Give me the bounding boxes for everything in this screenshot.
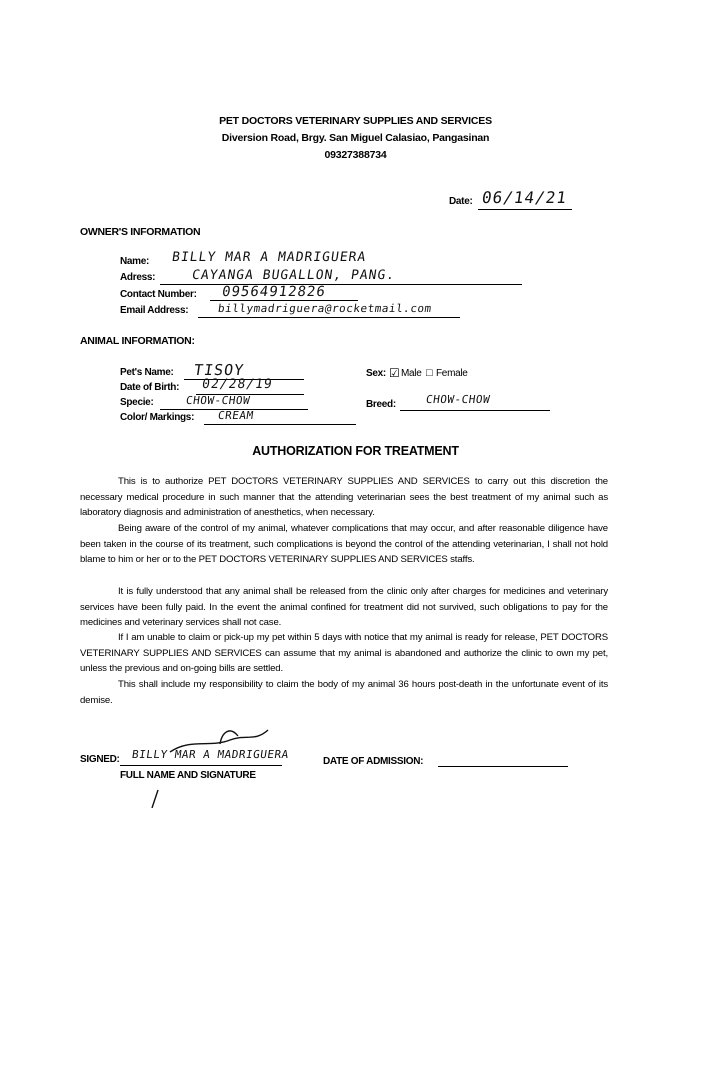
color-label: Color/ Markings: [120,412,195,423]
owner-email-label: Email Address: [120,305,189,316]
owner-name-value[interactable]: BILLY MAR A MADRIGUERA [170,250,368,265]
authorization-paragraph-1-text: This is to authorize PET DOCTORS VETERINARY SUPPLIES AND SERVICES to carry out this discretion the necessary medical procedure in such manner that the attending veterinarian sees the best treatment of my animal such as laboratory diagnosis and administration of anesthetics, when necessary. [80,476,608,518]
admission-line[interactable] [438,766,568,767]
dob-label: Date of Birth: [120,382,180,393]
owner-name-label: Name: [120,256,150,267]
female-checkbox-icon[interactable]: □ [426,367,433,379]
authorization-paragraph-1 [80,474,608,521]
owner-email-line [198,317,460,318]
sex-label: Sex: [366,368,386,379]
date-line [478,209,572,210]
pet-name-value[interactable]: TISOY [192,361,246,379]
animal-section-title: ANIMAL INFORMATION: [80,335,195,347]
color-value[interactable]: CREAM [217,409,255,422]
authorization-paragraph-3-text: It is fully understood that any animal shall be released from the clinic only after charges for medicines and veterinary services have been fully paid. In the event the animal confined for treatment did not survived, such obligations to pay for the medicines and veterinary services shall not case. [80,586,608,628]
signed-label: SIGNED: [80,754,120,765]
pet-name-label: Pet's Name: [120,367,174,378]
authorization-paragraph-2 [80,521,608,568]
authorization-paragraph-2-text: Being aware of the control of my animal, whatever complications that may occur, and after reasonable diligence have been taken in the course of its treatment, such complications is beyond the control of the attending veterinarian, I shall not hold blame to him or her or to the PET DOCTORS VETERINARY SUPPLIES AND SERVICES staffs. [80,523,608,565]
owner-email-value[interactable]: billymadriguera@rocketmail.com [217,302,433,315]
authorization-paragraph-3 [80,584,608,631]
signed-name-value[interactable]: BILLY MAR A MADRIGUERA [131,748,290,761]
owner-address-value[interactable]: CAYANGA BUGALLON, PANG. [190,268,397,283]
breed-label: Breed: [366,399,396,410]
authorization-paragraph-4-text: If I am unable to claim or pick-up my pet within 5 days with notice that my animal is ready for release, PET DOCTORS VETERINARY SUPPLIES AND SERVICES can assume that my animal is abandoned and authorize the clinic to own my pet, unless the previous and on-going bills are settled. [80,632,608,674]
signature-scribble [130,718,290,808]
owner-section-title: OWNER'S INFORMATION [80,226,201,238]
sex-female-label: Female [436,368,468,379]
owner-contact-line [210,300,358,301]
owner-address-label: Adress: [120,272,156,283]
admission-label: DATE OF ADMISSION: [323,756,424,767]
date-value[interactable]: 06/14/21 [480,188,569,207]
owner-address-line [160,284,522,285]
male-checkbox-checked-icon[interactable]: ☑ [389,366,400,380]
sex-male-label: Male [401,368,422,379]
authorization-paragraph-4 [80,630,608,677]
owner-contact-value[interactable]: 09564912826 [220,284,327,300]
breed-value[interactable]: CHOW-CHOW [425,393,492,406]
company-name: PET DOCTORS VETERINARY SUPPLIES AND SERVICES [219,115,492,127]
company-address: Diversion Road, Brgy. San Miguel Calasiao, Pangasinan [221,132,490,144]
owner-contact-label: Contact Number: [120,289,197,300]
specie-label: Specie: [120,397,154,408]
full-name-label: FULL NAME AND SIGNATURE [120,770,256,781]
authorization-title: AUTHORIZATION FOR TREATMENT [252,444,459,458]
authorization-paragraph-5-text: This shall include my responsibility to claim the body of my animal 36 hours post-death in the unfortunate event of its demise. [80,679,608,706]
specie-value[interactable]: CHOW-CHOW [185,394,252,407]
authorization-paragraph-5 [80,677,608,708]
color-line [204,424,356,425]
company-phone: 09327388734 [324,149,387,161]
breed-line [400,410,550,411]
dob-value[interactable]: 02/28/19 [200,377,274,392]
date-label: Date: [449,196,473,207]
